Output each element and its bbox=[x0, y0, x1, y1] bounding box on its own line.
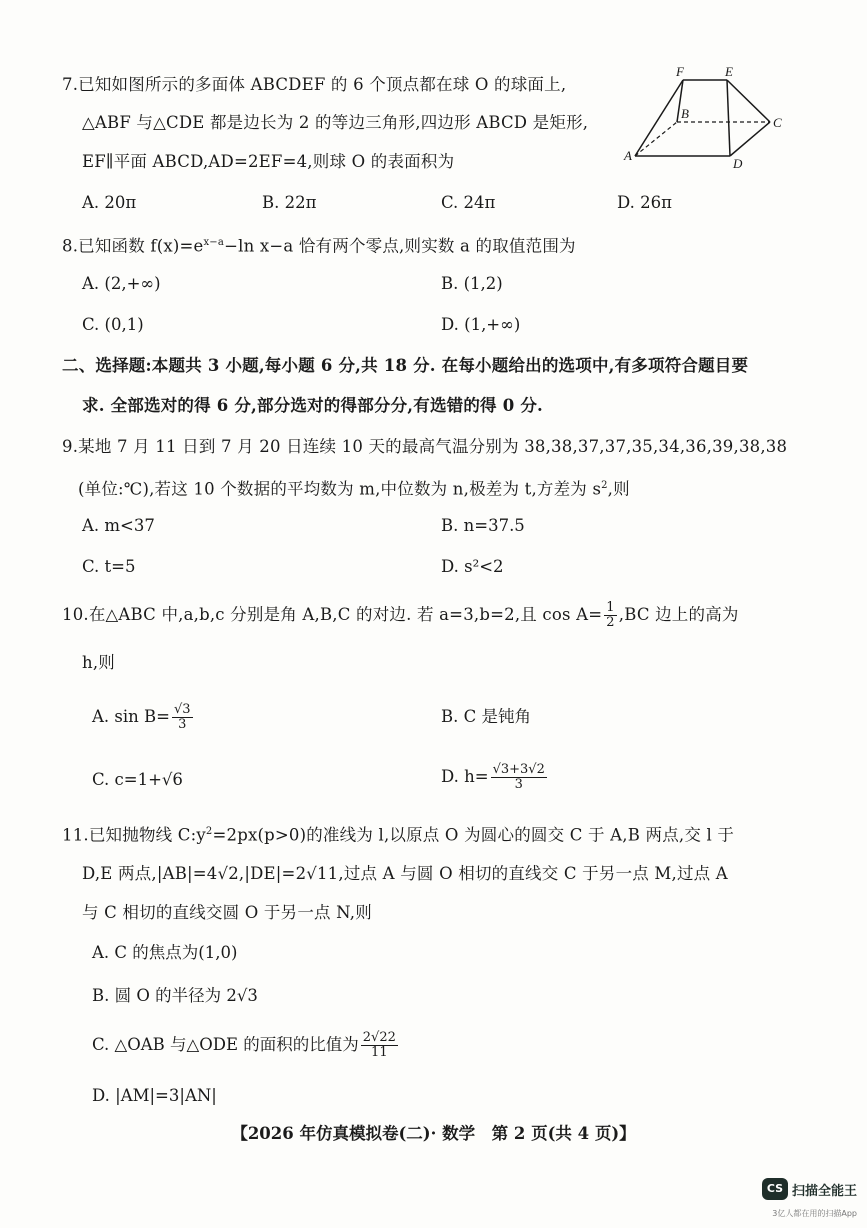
q10-option-b: B. C 是钝角 bbox=[441, 707, 531, 726]
polyhedron-figure bbox=[615, 62, 795, 174]
q11-option-c: C. △OAB 与△ODE 的面积的比值为 $\frac{2√22}{11}$ bbox=[92, 1030, 396, 1060]
q10-option-d: D. h= $\frac{√3+3√2}{3}$ bbox=[441, 762, 545, 792]
page-footer: 【2026 年仿真模拟卷(二)· 数学 第 2 页(共 4 页)】 bbox=[231, 1124, 636, 1143]
q7-option-a: A. 20π bbox=[82, 193, 137, 212]
q11-option-a: A. C 的焦点为(1,0) bbox=[92, 943, 238, 962]
watermark-subtitle: 3亿人都在用的扫描App bbox=[772, 1209, 857, 1218]
q7-option-b: B. 22π bbox=[262, 193, 317, 212]
q11-option-d: D. |AM|=3|AN| bbox=[92, 1086, 217, 1105]
cs-logo-icon: CS bbox=[762, 1178, 788, 1200]
q7-option-d: D. 26π bbox=[617, 193, 672, 212]
q9-option-a: A. m<37 bbox=[82, 516, 155, 535]
q10-option-a: A. sin B= $\frac{√3}{3}$ bbox=[92, 702, 191, 732]
q9-line1: 9.某地 7 月 11 日到 7 月 20 日连续 10 天的最高气温分别为 38,38,37,37,35,34,36,39,38,38 bbox=[62, 437, 788, 456]
q10-option-c: C. c=1+√6 bbox=[92, 770, 183, 789]
q10-line1: 10.在△ABC 中,a,b,c 分别是角 A,B,C 的对边. 若 a=3,b=2,且 cos A= $\frac{1}{2}$ ,BC 边上的高为 bbox=[62, 600, 739, 630]
q7-line2: △ABF 与△CDE 都是边长为 2 的等边三角形,四边形 ABCD 是矩形, bbox=[82, 113, 589, 132]
q7-line3: EF∥平面 ABCD,AD=2EF=4,则球 O 的表面积为 bbox=[82, 152, 455, 171]
label-B: B bbox=[681, 106, 689, 121]
q8-option-c: C. (0,1) bbox=[82, 315, 144, 334]
label-A: A bbox=[624, 148, 632, 163]
label-E: E bbox=[725, 64, 733, 79]
q9-option-b: B. n=37.5 bbox=[441, 516, 525, 535]
q8-option-a: A. (2,+∞) bbox=[82, 274, 161, 293]
label-C: C bbox=[773, 115, 782, 130]
q9-option-c: C. t=5 bbox=[82, 557, 136, 576]
q10-line2: h,则 bbox=[82, 653, 115, 672]
label-F: F bbox=[676, 64, 684, 79]
q7-line1: 7.已知如图所示的多面体 ABCDEF 的 6 个顶点都在球 O 的球面上, bbox=[62, 75, 567, 94]
scanner-watermark bbox=[762, 1178, 857, 1200]
section2-line1: 二、选择题:本题共 3 小题,每小题 6 分,共 18 分. 在每小题给出的选项中,有多项符合题目要 bbox=[62, 356, 749, 375]
q9-option-d: D. s²<2 bbox=[441, 557, 504, 576]
q9-line2: (单位:℃),若这 10 个数据的平均数为 m,中位数为 n,极差为 t,方差为 $s^2$,则 bbox=[78, 479, 630, 499]
q11-line2: D,E 两点,|AB|=4√2,|DE|=2√11,过点 A 与圆 O 相切的直线交 C 于另一点 M,过点 A bbox=[82, 864, 728, 883]
section2-line2: 求. 全部选对的得 6 分,部分选对的得部分分,有选错的得 0 分. bbox=[82, 396, 543, 415]
q8-line1: 8.已知函数 $f(x)=e^{x-a}-\ln$ x−a 恰有两个零点,则实数 a 的取值范围为 bbox=[62, 236, 576, 256]
q8-option-b: B. (1,2) bbox=[441, 274, 503, 293]
q10-fraction: $\frac{1}{2}$ bbox=[606, 600, 615, 630]
label-D: D bbox=[733, 156, 743, 171]
q11-option-b: B. 圆 O 的半径为 2√3 bbox=[92, 986, 258, 1005]
q11-line3: 与 C 相切的直线交圆 O 于另一点 N,则 bbox=[82, 903, 372, 922]
watermark-title: 扫描全能王 bbox=[791, 1183, 857, 1199]
q8-option-d: D. (1,+∞) bbox=[441, 315, 521, 334]
q11-line1: 11.已知抛物线 $C:y^2=2px(p>0)$的准线为 l,以原点 O 为圆心的圆交 C 于 A,B 两点,交 l 于 bbox=[62, 825, 735, 845]
q7-option-c: C. 24π bbox=[441, 193, 496, 212]
